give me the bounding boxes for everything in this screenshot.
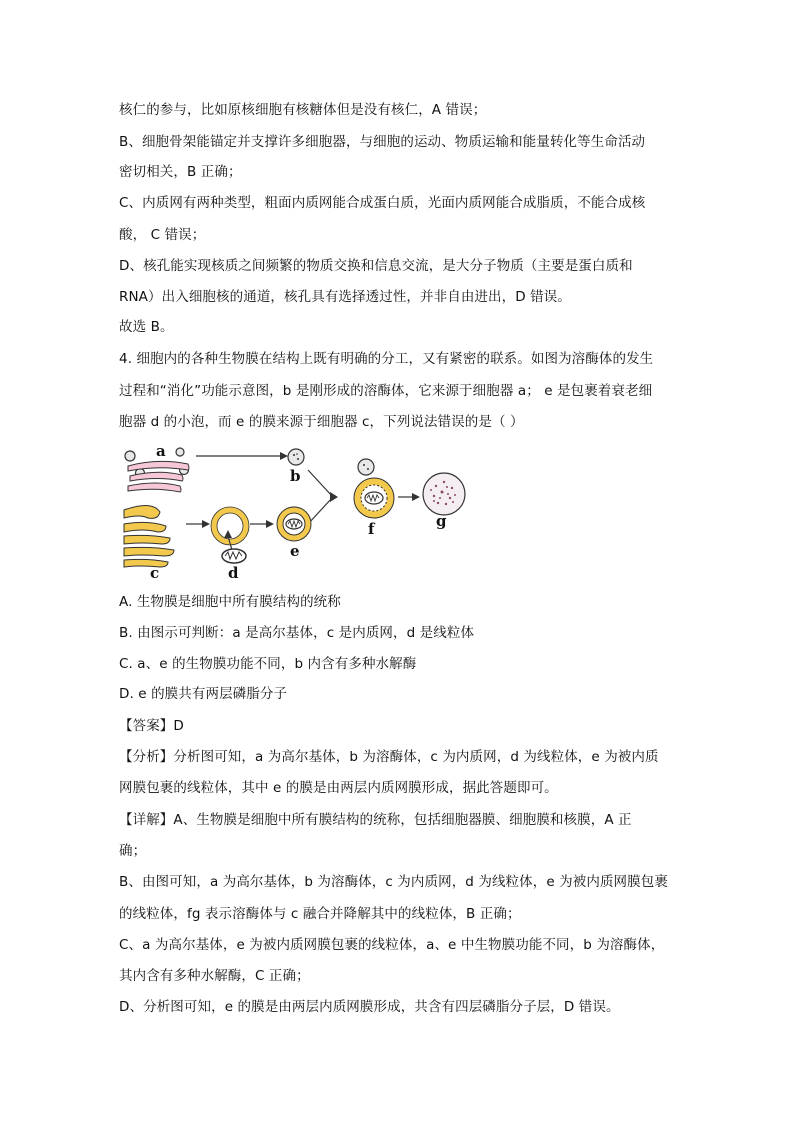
label-f: f [368,520,375,538]
question-line: 胞器 d 的小泡，而 e 的膜来源于细胞器 c，下列说法错误的是（ ） [119,414,524,430]
explanation-line: C、a 为高尔基体，e 为被内质网膜包裹的线粒体，a、e 中生物膜功能不同，b 为溶酶体， [119,937,665,953]
er-membrane-ring [211,507,249,545]
label-e: e [290,542,300,560]
option-c: C. a、e 的生物膜功能不同，b 内含有多种水解酶 [119,656,417,672]
option-d: D. e 的膜共有两层磷脂分子 [119,686,288,702]
mitochondrion-d [222,549,246,563]
text-line: B、细胞骨架能锚定并支撑许多细胞器，与细胞的运动、物质运输和能量转化等生命活动 [119,134,646,150]
arrow-b-to-f [308,470,332,496]
text-line: 故选 B。 [119,319,174,335]
analysis-line: 网膜包裹的线粒体，其中 e 的膜是由两层内质网膜形成，据此答题即可。 [119,780,558,796]
vesicle-e [277,507,311,541]
endoplasmic-reticulum-c [124,505,174,567]
option-a: A. 生物膜是细胞中所有膜结构的统称 [119,594,341,610]
digesting-lysosome-g [423,473,465,515]
explanation-line: 的线粒体，fg 表示溶酶体与 c 融合并降解其中的线粒体，B 正确； [119,906,521,922]
explanation-line: D、分析图可知，e 的膜是由两层内质网膜形成，共含有四层磷脂分子层，D 错误。 [119,999,620,1015]
lysosome-diagram [118,440,478,580]
answer-line: 【答案】D [119,718,184,734]
arrow-e-to-f [308,498,332,524]
label-a: a [156,442,166,460]
analysis-line: 【分析】分析图可知，a 为高尔基体，b 为溶酶体，c 为内质网，d 为线粒体，e 为被内质 [119,749,659,765]
option-b: B. 由图示可判断：a 是高尔基体，c 是内质网，d 是线粒体 [119,625,475,641]
arrowhead [280,452,288,460]
text-line: 密切相关，B 正确； [119,164,242,180]
text-line: 酸， C 错误； [119,227,206,243]
text-line: 核仁的参与，比如原核细胞有核糖体但是没有核仁，A 错误； [119,102,487,118]
explanation-line: B、由图可知，a 为高尔基体，b 为溶酶体，c 为内质网，d 为线粒体，e 为被内质网膜包裹 [119,874,668,890]
arrowhead [330,492,338,502]
arrowhead [266,520,274,528]
label-c: c [150,564,160,580]
question-line: 过程和“消化”功能示意图，b 是刚形成的溶酶体，它来源于细胞器 a； e 是包裹着衰老细 [119,383,653,399]
lysosome-b [288,449,304,465]
label-g: g [436,512,447,530]
text-line: RNA）出入细胞核的通道，核孔具有选择透过性，并非自由进出，D 错误。 [119,289,571,305]
lysosome-fusing-f [354,459,394,518]
arrowhead [224,530,232,538]
text-line: D、核孔能实现核质之间频繁的物质交换和信息交流，是大分子物质（主要是蛋白质和 [119,258,633,274]
arrowhead [202,520,210,528]
label-b: b [290,467,301,485]
explanation-line: 其内含有多种水解酶，C 正确； [119,968,310,984]
text-line: C、内质网有两种类型，粗面内质网能合成蛋白质，光面内质网能合成脂质，不能合成核 [119,195,646,211]
arrowhead [412,493,420,501]
label-d: d [228,564,239,580]
question-line: 4. 细胞内的各种生物膜在结构上既有明确的分工，又有紧密的联系。如图为溶酶体的发生 [119,351,654,367]
explanation-line: 【详解】A、生物膜是细胞中所有膜结构的统称，包括细胞器膜、细胞膜和核膜，A 正 [119,812,632,828]
explanation-line: 确； [119,843,147,859]
